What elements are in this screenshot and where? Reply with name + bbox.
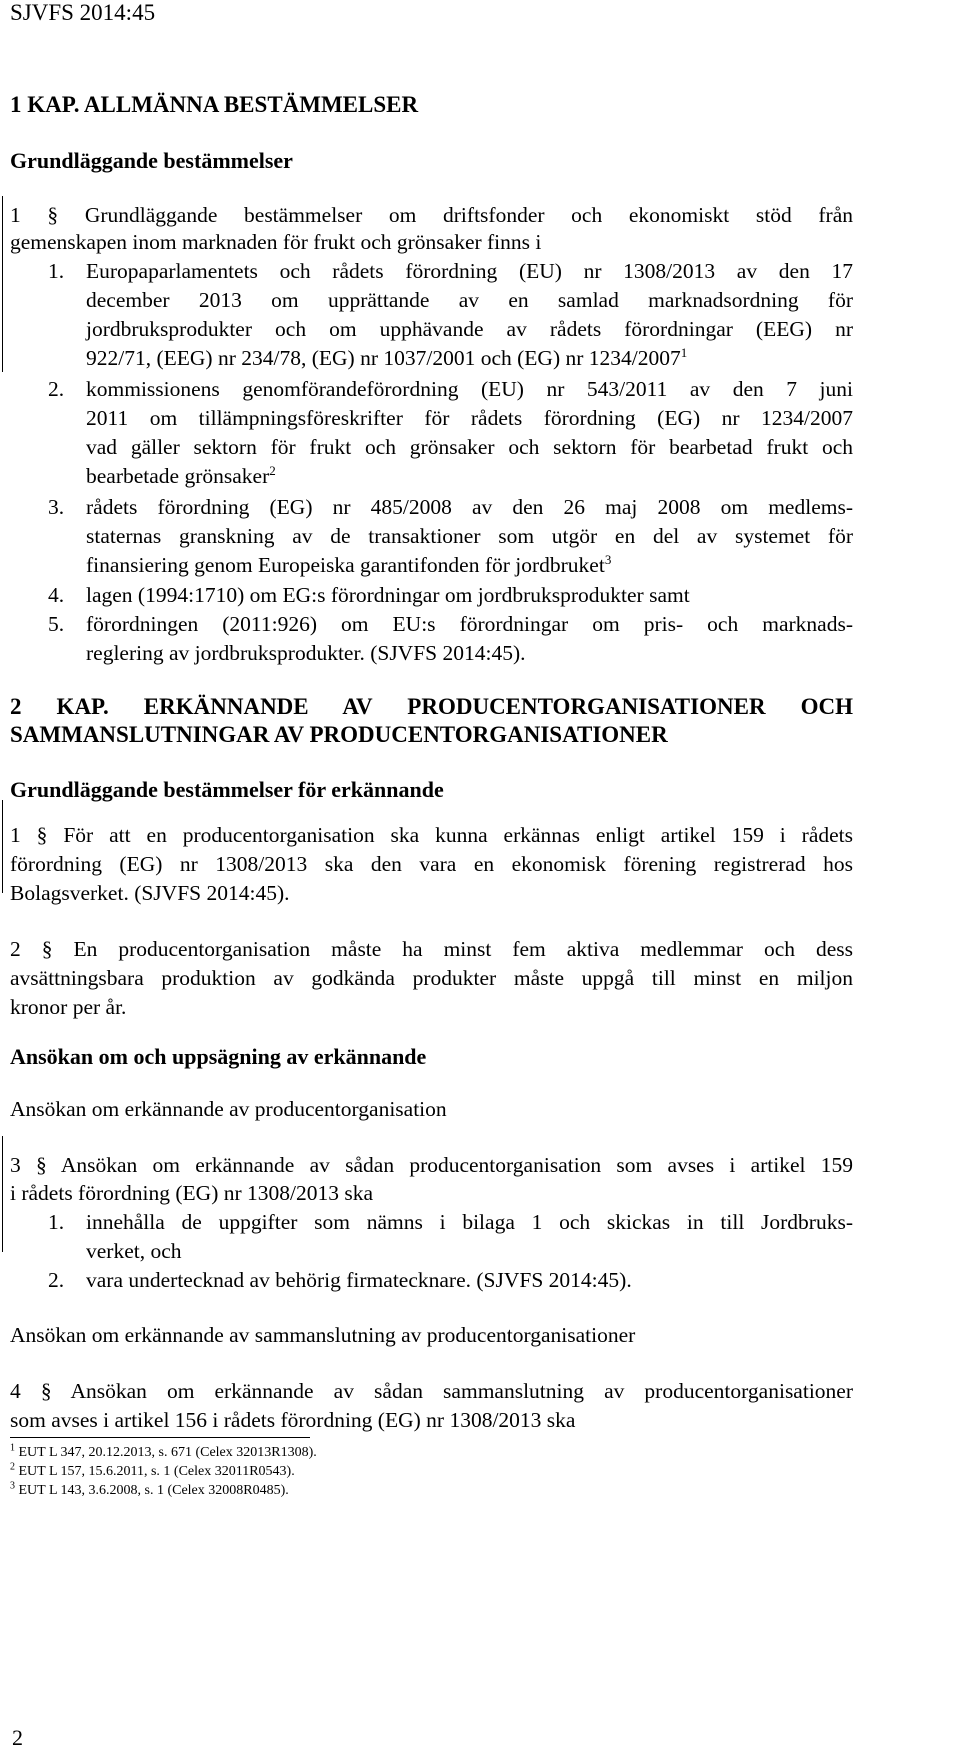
chapter1-subheading: Grundläggande bestämmelser — [10, 148, 293, 173]
list-item-number: 1. — [48, 1210, 65, 1234]
footnote: $^3$ EUT L 143, 3.6.2008, s. 1 (Celex 32008R0485). — [10, 1480, 289, 1498]
ch2-section-2-line: 2 § En producentorganisation måste ha minst fem aktiva medlemmar och dess — [10, 937, 853, 961]
list-item-line: Europaparlamentets och rådets förordning (EU) nr 1308/2013 av den 17 — [86, 259, 853, 283]
change-bar — [2, 800, 3, 893]
ch2-section-4-line: som avses i artikel 156 i rådets förordning (EG) nr 1308/2013 ska — [10, 1408, 576, 1432]
ch2-section-1-line: 1 § För att en producentorganisation ska kunna erkännas enligt artikel 159 i rådets — [10, 823, 853, 847]
change-bar — [2, 196, 3, 372]
footnote-ref[interactable]: 2 — [269, 462, 276, 478]
list-item-line: vara undertecknad av behörig firmatecknare. (SJVFS 2014:45). — [86, 1268, 632, 1292]
chapter1-heading: 1 KAP. ALLMÄNNA BESTÄMMELSER — [10, 92, 419, 117]
list-item-line: lagen (1994:1710) om EG:s förordningar om jordbruksprodukter samt — [86, 583, 690, 607]
ch2-section-4-line: 4 § Ansökan om erkännande av sådan sammanslutning av producentorganisationer — [10, 1379, 853, 1403]
list-item-number: 2. — [48, 377, 65, 401]
ch2-section-1-line: Bolagsverket. (SJVFS 2014:45). — [10, 881, 290, 905]
footnote-ref[interactable]: 3 — [604, 551, 612, 567]
footnote-ref[interactable]: 1 — [680, 344, 688, 360]
list-item-number: 1. — [48, 259, 65, 283]
list-item-line: december 2013 om upprättande av en samlad marknadsordning för — [86, 288, 853, 312]
footnote: $^2$ EUT L 157, 15.6.2011, s. 1 (Celex 32011R0543). — [10, 1461, 295, 1479]
list-item-line: 2011 om tillämpningsföreskrifter för rådets förordning (EG) nr 1234/2007 — [86, 406, 853, 430]
list-item-line: innehålla de uppgifter som nämns i bilaga 1 och skickas in till Jordbruks- — [86, 1210, 853, 1234]
chapter2-heading-line-1: 2 KAP. ERKÄNNANDE AV PRODUCENTORGANISATIONER OCH — [10, 694, 853, 719]
ch2-subheading-2: Ansökan om och uppsägning av erkännande — [10, 1044, 427, 1069]
list-item-line: vad gäller sektorn för frukt och grönsaker och sektorn för bearbetad frukt och — [86, 435, 853, 459]
list-item-line: 922/71, (EEG) nr 234/78, (EG) nr 1037/2001 och (EG) nr 1234/2007$^1$ — [86, 344, 688, 370]
footnote-separator — [10, 1437, 310, 1438]
ch2-section-3-line: 3 § Ansökan om erkännande av sådan producentorganisation som avses i artikel 159 — [10, 1153, 853, 1177]
ch2-section-2-line: avsättningsbara produktion av godkända produkter måste uppgå till minst en miljon — [10, 966, 853, 990]
chapter2-heading-line-2: SAMMANSLUTNINGAR AV PRODUCENTORGANISATIONER — [10, 722, 668, 747]
chapter2-subheading: Grundläggande bestämmelser för erkännande — [10, 777, 444, 802]
list-item-line: bearbetade grönsaker$^2$ — [86, 462, 276, 488]
list-item-line: jordbruksprodukter och om upphävande av rådets förordningar (EEG) nr — [86, 317, 853, 341]
list-item-line: förordningen (2011:926) om EU:s förordningar om pris- och marknads- — [86, 612, 853, 636]
section-1-line-1: 1 § Grundläggande bestämmelser om driftsfonder och ekonomiskt stöd från — [10, 203, 853, 227]
list-item-line: rådets förordning (EG) nr 485/2008 av den 26 maj 2008 om medlems- — [86, 495, 853, 519]
list-item-number: 3. — [48, 495, 65, 519]
ch2-subheading-3: Ansökan om erkännande av producentorganisation — [10, 1097, 447, 1121]
list-item-line: kommissionens genomförandeförordning (EU) nr 543/2011 av den 7 juni — [86, 377, 853, 401]
list-item-line: reglering av jordbruksprodukter. (SJVFS 2014:45). — [86, 641, 526, 665]
running-head: SJVFS 2014:45 — [10, 0, 156, 25]
ch2-section-3-line: i rådets förordning (EG) nr 1308/2013 ska — [10, 1181, 374, 1205]
list-item-line: finansiering genom Europeiska garantifonden för jordbruket$^3$ — [86, 551, 612, 577]
list-item-number: 2. — [48, 1268, 65, 1292]
ch2-section-2-line: kronor per år. — [10, 995, 127, 1019]
list-item-number: 4. — [48, 583, 65, 607]
list-item-line: verket, och — [86, 1239, 182, 1263]
ch2-section-1-line: förordning (EG) nr 1308/2013 ska den vara en ekonomisk förening registrerad hos — [10, 852, 853, 876]
change-bar — [2, 1136, 3, 1252]
list-item-number: 5. — [48, 612, 65, 636]
list-item-line: staternas granskning av de transaktioner som utgör en del av systemet för — [86, 524, 853, 548]
section-1-line-2: gemenskapen inom marknaden för frukt och grönsaker finns i — [10, 230, 542, 254]
page-number: 2 — [12, 1725, 23, 1750]
ch2-subheading-4: Ansökan om erkännande av sammanslutning av producentorganisationer — [10, 1323, 636, 1347]
footnote: $^1$ EUT L 347, 20.12.2013, s. 671 (Celex 32013R1308). — [10, 1442, 317, 1460]
